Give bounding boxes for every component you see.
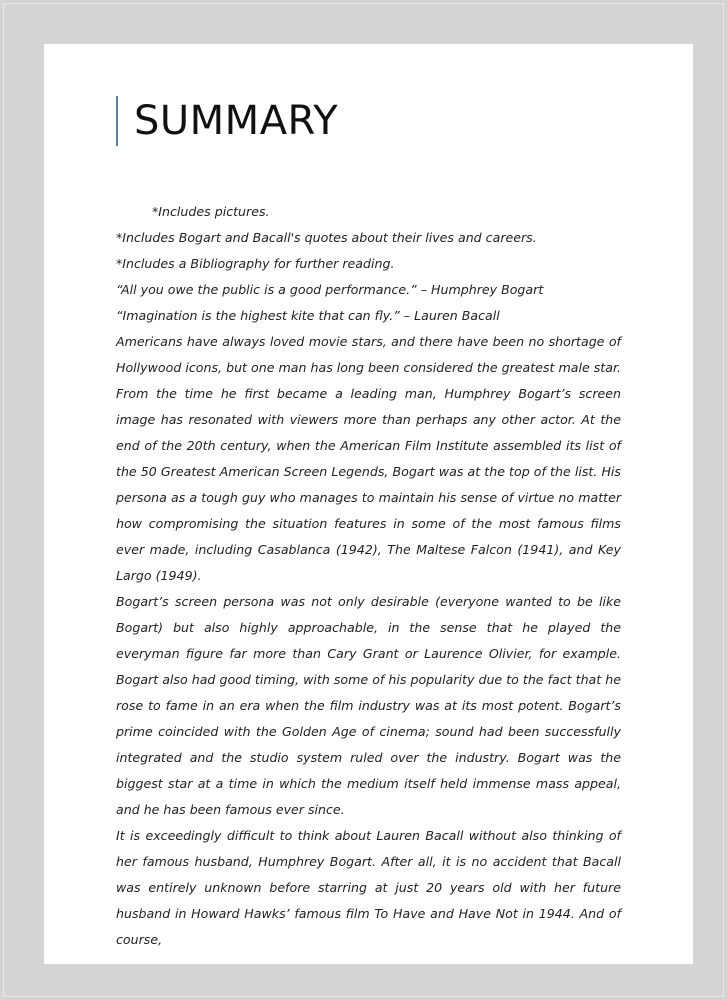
heading-accent-bar <box>116 96 118 146</box>
heading-block <box>116 96 338 146</box>
page-frame <box>3 3 724 997</box>
body-text <box>116 199 621 953</box>
paragraph-bogart-legend: Americans have always loved movie stars, and there have been no shortage of Hollywood icons, but one man has long been considered the greatest male star. From the time he first became a leading man, Humphrey Bogart’s screen image has resonated with viewers more than perhaps any other actor. At the end of the 20th century, when the American Film Institute assembled its list of the 50 Greatest American Screen Legends, Bogart was at the top of the list. His persona as a tough guy who manages to maintain his sense of virtue no matter how compromising the situation features in some of the most famous films ever made, including Casablanca (1942), The Maltese Falcon (1941), and Key Largo (1949). <box>116 334 621 583</box>
document-page <box>44 44 693 964</box>
bullet-pictures: *Includes pictures. <box>152 204 270 219</box>
paragraph-bacall: It is exceedingly difficult to think about Lauren Bacall without also thinking of her famous husband, Humphrey Bogart. After all, it is no accident that Bacall was entirely unknown before starring at just 20 years old with her future husband in Howard Hawks’ famous film To Have and Have Not in 1944. And of course, <box>116 828 621 947</box>
bullet-quotes: *Includes Bogart and Bacall's quotes about their lives and careers. <box>116 230 537 245</box>
quote-bacall: “Imagination is the highest kite that can fly.” – Lauren Bacall <box>116 308 500 323</box>
paragraph-bogart-persona: Bogart’s screen persona was not only desirable (everyone wanted to be like Bogart) but also highly approachable, in the sense that he played the everyman figure far more than Cary Grant or Laurence Olivier, for example. Bogart also had good timing, with some of his popularity due to the fact that he rose to fame in an era when the film industry was at its most potent. Bogart’s prime coincided with the Golden Age of cinema; sound had been successfully integrated and the studio system ruled over the industry. Bogart was the biggest star at a time in which the medium itself held immense mass appeal, and he has been famous ever since. <box>116 594 621 817</box>
page-title: SUMMARY <box>134 98 339 144</box>
quote-bogart: “All you owe the public is a good performance.” – Humphrey Bogart <box>116 282 544 297</box>
bullet-bibliography: *Includes a Bibliography for further reading. <box>116 256 395 271</box>
